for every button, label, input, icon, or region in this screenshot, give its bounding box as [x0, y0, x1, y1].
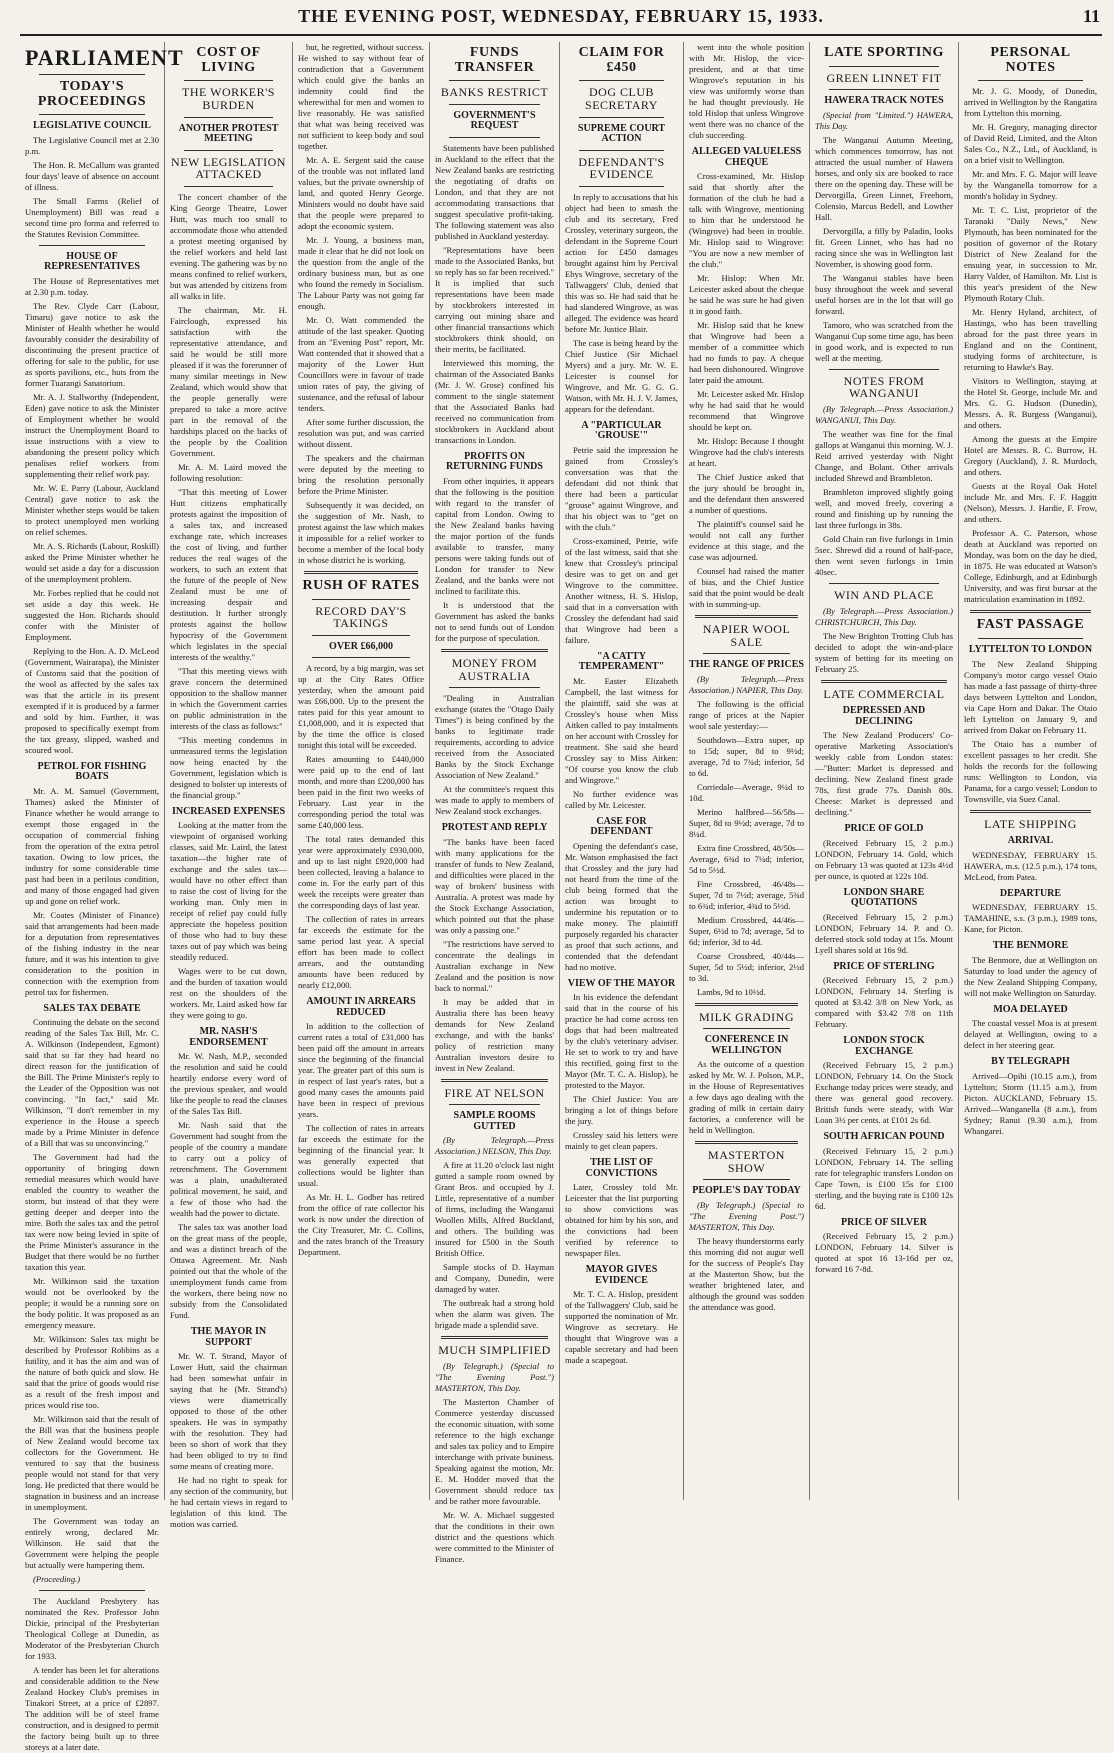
- section-price-of-sterling: PRICE OF STERLING: [833, 960, 935, 972]
- headline-notes-from-wanganui: NOTES FROM WANGANUI: [843, 373, 925, 401]
- subhead-todays-proceedings: TODAY'S PROCEEDINGS: [37, 79, 147, 109]
- headline-fire-at-nelson: FIRE AT NELSON: [444, 1085, 545, 1100]
- paragraph: The speakers and the chairman were deputed by the meeting to bring the resolution personally before the Prime Minister.: [298, 453, 424, 496]
- paragraph: The Otaio has a number of excellent passages to her credit. She holds the records for the following runs: Wellington to London, via Panama, for a cargo vessel; London to Townsville, via Suez Canal.: [964, 738, 1097, 804]
- subhead-hawera-track-notes: HAWERA TRACK NOTES: [824, 95, 944, 107]
- paragraph: The concert chamber of the King George Theatre, Lower Hutt, was much too small to accommodate those who attended a protest meeting organised by the relief workers and held last evening. The gathering was by no means confined to relief workers, but was attended by citizens from all walks in life.: [170, 191, 287, 301]
- paragraph: Sample stocks of D. Hayman and Company, Dunedin, were damaged by water.: [435, 1262, 554, 1295]
- paragraph: The collection of rates in arrears far exceeds the estimate for the beginning of the financial year. It was generally expected that collections would be lighter than usual.: [298, 1123, 424, 1189]
- section-arrival: ARRIVAL: [1007, 835, 1054, 847]
- paragraph: In his evidence the defendant said that in the course of his practice he had come across ten dogs that had been maltreated by the club's veterinary adviser. He set to work to try and have this rectified, going first to the Mayor (Mr. T. C. A. Hislop), he protested to the Mayor.: [565, 992, 678, 1091]
- dateline: (Special from "Limited.") HAWERA, This Day.: [815, 109, 953, 131]
- section-valueless-cheque: ALLEGED VALUELESS CHEQUE: [691, 146, 802, 168]
- column-napier-wool-sale: [684, 42, 810, 1500]
- paragraph: Mr. Coates (Minister of Finance) said that arrangements had been made for a deputation from representatives of the fishing industry in the near future, and it was his intention to give consideration to the position in connection with the exemption from petrol tax for fishermen.: [25, 909, 159, 997]
- section-view-of-the-mayor: VIEW OF THE MAYOR: [567, 977, 676, 989]
- paragraph: Mr. Forbes replied that he could not set aside a day this week. He suggested the Hon. Richards should confer with the Minister of Employment.: [25, 587, 159, 642]
- paragraph: Among the guests at the Empire Hotel are Messrs. R. C. Burrow, H. Gregory (Auckland), J. R. Murdoch, and others.: [964, 434, 1097, 478]
- paragraph: The heavy thunderstorms early this morning did not augur well for the success of People's Day at the Masterton Show, but the weather brightened later, and although the ground was sodden the attendance was good.: [689, 1235, 804, 1312]
- subhead-new-legislation: NEW LEGISLATION ATTACKED: [171, 154, 286, 182]
- paragraph: It is understood that the Government has asked the banks not to send funds out of London for the purpose of speculation.: [435, 599, 554, 643]
- paragraph: Later, Crossley told Mr. Leicester that the list purporting to show convictions was obtained for him by his son, and the convictions had been verified by reference to newspaper files.: [565, 1182, 678, 1259]
- paragraph: went into the whole position with Mr. Hislop, the vice-president, and at that time Wingrove's reputation in his view was uniformly worse than he had thought previously. He told Hislop that unless Wingrove went there was no chance of the club succeeding.: [689, 42, 804, 140]
- paragraph: After some further discussion, the resolution was put, and was carried without dissent.: [298, 417, 424, 449]
- paragraph: The Chief Justice asked that the jury should be brought in, and the defendant then answered a number of questions.: [689, 472, 804, 515]
- paragraph: A tender has been let for alterations and considerable addition to the New Zealand Hockey Club's premises in Tinakori Street, at a price of £2897. The addition will be of steel frame construction, and is designed to permit the factory being built up to three storeys at a later date.: [25, 1665, 159, 1753]
- paragraph: Counsel had raised the matter of bias, and the Chief Justice said that the point would be dealt with in summing-up.: [689, 566, 804, 609]
- headline-money-from-australia: MONEY FROM AUSTRALIA: [451, 655, 538, 683]
- section-mayor-gives-evidence: MAYOR GIVES EVIDENCE: [585, 1264, 658, 1286]
- paragraph: The New Zealand Shipping Company's motor cargo vessel Otaio has made a fast passage of thirty-three days between Lyttelton and London, via Cape Horn and Dakar. The Otaio left Lyttelton on January 9, and arrived from Dakar on February 11.: [964, 658, 1097, 735]
- paragraph: Subsequently it was decided, on the suggestion of Mr. Nash, to protest against the law which makes it impossible for a relief worker to become a member of the local body in whose district he is working.: [298, 500, 424, 565]
- paragraph: Opening the defendant's case, Mr. Watson emphasised the fact that Crossley and the jury had not heard from the time of the club being formed that the action was brought to undermine his reputation or to make money. The plaintiff purposely regarded his character as proof that such actions, and contended that the defendant had no motive.: [565, 840, 678, 972]
- section-protest-and-reply: PROTEST AND REPLY: [441, 822, 548, 834]
- paragraph: He had no right to speak for any section of the community, but he had certain views in regard to legislation of this kind. The motion was carried.: [170, 1475, 287, 1530]
- dateline: (By Telegraph.) (Special to "The Evening Post.") MASTERTON, This Day.: [435, 1360, 554, 1393]
- paragraph: A record, by a big margin, was set up at the City Rates Office yesterday, when the amount paid was £66,000. Up to the present the rates paid for this year amount to £1,008,000, and it is expected that by the time the office is closed tonight this total will be exceeded.: [298, 663, 424, 751]
- paragraph: Arrived—Opihi (10.15 a.m.), from Lyttelton; Storm (11.15 a.m.), from Picton. AUCKLAND, February 15. Arrived—Wanganella (8 a.m.), from Sydney; Ranui (9.30 a.m.), from Whangarei.: [964, 1070, 1097, 1136]
- section-list-of-convictions: THE LIST OF CONVICTIONS: [585, 1157, 658, 1179]
- section-by-telegraph: BY TELEGRAPH: [991, 1056, 1070, 1068]
- wool-price-line: Lambs, 9d to 10½d.: [697, 986, 766, 997]
- paragraph: At the committee's request this was made to apply to members of New Zealand stock exchanges.: [435, 784, 554, 817]
- paragraph: Mr. W. Nash, M.P., seconded the resolution and said he could heartily endorse every word of the previous speaker, and would like the people to read the clauses of the Sales Tax Bill.: [170, 1051, 287, 1117]
- headline-funds-transfer: FUNDS TRANSFER: [454, 45, 535, 75]
- paragraph: In addition to the collection of current rates a total of £31,000 has been paid off the amount in arrears since the beginning of the financial year. The greater part of this sum is in respect of last year's rates, but a good many cases the amounts paid have been in respect of previous years.: [298, 1021, 424, 1120]
- paragraph: Mr. A. J. Stallworthy (Independent, Eden) gave notice to ask the Minister of Employment whether he would instruct the Unemployment Board to issue instructions with a view to abandoning the present policy which penalises relief workers from supplementing their relief work pay.: [25, 391, 159, 479]
- paragraph: Visitors to Wellington, staying at the Hotel St. George, include Mr. and Mrs. G. G. Hudson (Dunedin), Messrs. A. R. Burgess (Wanganui), and others.: [964, 376, 1097, 431]
- paragraph: Replying to the Hon. A. D. McLeod (Government, Wairarapa), the Minister of Customs said that the position of the wool as affected by the sales tax was that the article in its present exempted if it is produced by a farmer and sold by him. Further, it was proposed to specifically exempt from the tax greasy, slipped, washed and scoured wool.: [25, 645, 159, 755]
- paragraph: "Dealing in Australian exchange (states the "Otago Daily Times") is being confined by the banks to legitimate trade requirements, according to advice received from the Associated Banks by the Stock Exchange Association of New Zealand.": [435, 693, 554, 781]
- paragraph: The Government had had the opportunity of bringing down remedial measures which would have enabled the country to weather the storm, but instead of that they were getting deeper and deeper into the mire. Both the sales tax and the petrol tax were now being levied in spite of the Prime Minister's assurance in the Budget that there would be no further taxation this year.: [25, 1152, 159, 1273]
- dateline: (By Telegraph.) (Special to "The Evening Post.") MASTERTON, This Day.: [689, 1199, 804, 1232]
- paragraph: Dervorgilla, a filly by Paladin, looks fit. Green Linnet, who has had no racing since she was in Wellington last November, is showing good form.: [815, 225, 953, 269]
- paragraph: The House of Representatives met at 2.30 p.m. today.: [25, 275, 159, 297]
- headline-fast-passage: FAST PASSAGE: [976, 617, 1085, 633]
- paragraph: Professor A. C. Paterson, whose death at Auckland was reported on Monday, was born on the day he died, in 1875. He was educated at Watson's College, Edinburgh, and at Edinburgh University, and was first bursar at the matriculation examination in 1892.: [964, 528, 1097, 605]
- subhead-record-takings: RECORD DAY'S TAKINGS: [315, 603, 407, 631]
- headline-rush-of-rates: RUSH OF RATES: [302, 578, 420, 593]
- headline-masterton-show: MASTERTON SHOW: [708, 1148, 785, 1175]
- headline-win-and-place: WIN AND PLACE: [834, 587, 934, 602]
- subhead-governments-request: GOVERNMENT'S REQUEST: [453, 109, 536, 132]
- paragraph: The Small Farms (Relief of Unemployment) Bill was read a second time pro forma and referred to the Statutes Revision Committee.: [25, 195, 159, 239]
- paragraph: Mr. W. T. Strand, Mayor of Lower Hutt, said the chairman had been somewhat unfair in saying that he (Mr. Strand's) views were diametrically opposed to those of the other speakers. He was in sympathy with the resolution. They had been so short of work that they had been obliged to try to find some means of creating more.: [170, 1351, 287, 1472]
- paragraph: Mr. A. E. Sergent said the cause of the trouble was not inflated land values, but the private ownership of land, and quoted Henry George. Ministers would no doubt have said that the people were prepared to adopt the economic system.: [298, 155, 424, 231]
- headline-napier-wool-sale: NAPIER WOOL SALE: [702, 622, 791, 649]
- paragraph: Bramhleton improved slightly going well, and moved freely, covering a round and finishing up by running the last three furlongs in 38s.: [815, 486, 953, 530]
- paragraph: Mr. and Mrs. F. G. Major will leave by the Wanganella tomorrow for a month's holiday in Sydney.: [964, 169, 1097, 202]
- paragraph: The case is being heard by the Chief Justice (Sir Michael Myers) and a jury. Mr. W. E. Leicester is counsel for Wingrove, and Mr. G. G. G. Watson, with Mr. H. J. V. James, appears for the defendant.: [565, 337, 678, 414]
- section-profits-returning-funds: PROFITS ON RETURNING FUNDS: [446, 450, 543, 473]
- subhead-range-of-prices: THE RANGE OF PRICES: [689, 659, 804, 671]
- subhead-workers-burden: THE WORKER'S BURDEN: [182, 85, 275, 112]
- paragraph: "That this meeting views with grave concern the determined opposition to the shallow manner in which the Government carries on public administration in the interests of the class as follows:": [170, 665, 287, 731]
- paragraph: The following is the official range of prices at the Napier wool sale yesterday:—: [689, 698, 804, 731]
- section-increased-expenses: INCREASED EXPENSES: [171, 805, 286, 817]
- paragraph: Statements have been published in Auckland to the effect that the New Zealand banks are restricting the negotiating of drafts on London, and that they are not accommodating transactions that suggest speculative profit-taking. The following statement was also published in Auckland yesterday.: [435, 142, 554, 241]
- page-number: 11: [1082, 6, 1100, 26]
- paragraph: It may be added that in Australia there has been heavy demands for New Zealand exchange, and with the banks' policy of restriction many Australian investors desire to invest in New Zealand.: [435, 996, 554, 1073]
- paragraph: As Mr. H. L. Godber has retired from the office of rate collector his work is now under the direction of the City Treasurer, Mr. C. Collins, and the rates branch of the Treasury Department.: [298, 1192, 424, 1258]
- headline-late-commercial: LATE COMMERCIAL: [823, 686, 945, 701]
- paragraph: (Received February 15, 2 p.m.) LONDON, February 14. P. and O. deferred stock sold today at 15s. Mount Lyell shares sold at 16s 9d.: [815, 911, 953, 955]
- subhead-peoples-day: PEOPLE'S DAY TODAY: [692, 1185, 801, 1197]
- headline-claim-for-450: CLAIM FOR £450: [578, 45, 665, 75]
- paragraph: Rates amounting to £440,000 were paid up to the end of last month, and more than £200,000 has been paid in the first two weeks of February. Last year in the corresponding period the total was some £40,000 less.: [298, 754, 424, 831]
- paragraph: The collection of rates in arrears far exceeds the estimate for the same period last year. A special effort has been made to collect arrears, and the outstanding amounts have been reduced by nearly £12,000.: [298, 914, 424, 991]
- paragraph: Mr. J. Young, a business man, made it clear that he did not look on the question from the angle of the ordinary business man, but as one who found the remedy in Socialism. The Labour Party was not going far enough.: [298, 235, 424, 311]
- paragraph: The Wanganui Autumn Meeting, which commences tomorrow, has not attracted the usual number of Hawera horses, and only six are booked to race there on the opening day. These will be Dervorgilla, Green Linnet, Freehorn, Colensio, Marcus Bedell, and Lowther Hall.: [815, 134, 953, 222]
- section-moa-delayed: MOA DELAYED: [993, 1003, 1068, 1015]
- paragraph: Mr. T. C. A. Hislop, president of the Tallwaggers' Club, said he supported the nomination of Mr. Wingrove as secretary. He thought that Wingrove was a capable secretary and had been made a scapegoat.: [565, 1289, 678, 1366]
- paragraph: Mr. Wilkinson said the taxation would not be overlooked by the people; it would be a running sore on the body politic. It was proposed as an emergency measure.: [25, 1276, 159, 1331]
- paragraph: The Legislative Council met at 2.30 p.m.: [25, 134, 159, 156]
- paragraph: As the outcome of a question asked by Mr. W. J. Polson, M.P., in the House of Representatives a few days ago dealing with the grading of milk in certain dairy factories, a conference will be held in Wellington.: [689, 1059, 804, 1136]
- section-house-of-representatives: HOUSE OF REPRESENTATIVES: [44, 250, 140, 273]
- section-departure: DEPARTURE: [999, 887, 1062, 899]
- dateline: (By Telegraph.—Press Association.) NELSON, This Day.: [435, 1135, 554, 1157]
- paragraph: No further evidence was called by Mr. Leicester.: [565, 788, 678, 810]
- paragraph: Looking at the matter from the viewpoint of organised working classes, said Mr. Laird, the latest taxation—the higher rate of exchange and the sales tax—would have no other effect than to raise the cost of living for the working man. Only men in receipt of relief pay could fully appreciate the hopeless position of those who had to buy these taxes out of pay which was being steadily reduced.: [170, 820, 287, 963]
- paragraph: The sales tax was another load on the great mass of the people, and was a distinct breach of the Ottawa Agreement. Mr. Nash pointed out that the whole of the unemployment funds came from the workers, there being now no subsidy from the Consolidated Fund.: [170, 1222, 287, 1321]
- paragraph: "The restrictions have served to concentrate the dealings in Australian exchange in New Zealand and the position is now back to normal.": [435, 938, 554, 993]
- paragraph: A fire at 11.20 o'clock last night gutted a sample room owned by Grant Bros. and occupied by J. Little, representative of a number of firms, including the Wanganui Woollen Mills, Alfred Buckland, and others. The building was insured for £500 in the South British Office.: [435, 1160, 554, 1259]
- dateline: (By Telegraph.—Press Association.) WANGANUI, This Day.: [815, 403, 953, 425]
- subhead-over-66000: OVER £66,000: [329, 640, 393, 652]
- paragraph: The total rates demanded this year were approximately £930,000, and up to last night £920,000 had been collected, leaving a balance to come in. For the early part of this week the receipts were greater than the corresponding days of last year.: [298, 834, 424, 911]
- section-price-of-gold: PRICE OF GOLD: [844, 823, 924, 835]
- column-claim-for-450: [560, 42, 684, 1500]
- paragraph: Guests at the Royal Oak Hotel include Mr. and Mrs. F. F. Haggitt (Nelson), Messrs. J. Hardie, F. Frow, and others.: [964, 481, 1097, 525]
- paragraph: Mr. Wilkinson: Sales tax might be described by Professor Robbins as a futility, and it has the aim and was of the nature of both quick and slow. He said that the price of goods would rise as a result of the fresh impost and prices would rise too.: [25, 1334, 159, 1411]
- paragraph: The New Brighton Trotting Club has decided to adopt the win-and-place system of betting for its meeting on February 25.: [815, 630, 953, 674]
- section-london-stock-exchange: LONDON STOCK EXCHANGE: [843, 1035, 925, 1057]
- section-petrol-for-fishing-boats: PETROL FOR FISHING BOATS: [37, 760, 147, 783]
- subhead-dog-club-secretary: DOG CLUB SECRETARY: [585, 85, 658, 112]
- paragraph: The coastal vessel Moa is at present delayed at Wellington, owing to a defect in her steering gear.: [964, 1018, 1097, 1051]
- paragraph: Mr. Nash said that the Government had sought from the people of the country a mandate to carry out a policy of retrenchment. The Government was a plain, unadulterated political movement, he said, and a few of those who had the wealth had the power to dictate.: [170, 1120, 287, 1219]
- wool-price-line: Merino halfbred—56/58s—Super, 8d to 9½d; average, 7d to 8¼d.: [689, 806, 804, 839]
- paragraph: Cross-examined, Mr. Hislop said that shortly after the formation of the club he had a talk with Wingrove, mentioning to him that he understood he (Wingrove) had been in trouble. Mr. Hislop said to Wingrove: "You are now a new member of the club.": [689, 171, 804, 269]
- masthead-title: THE EVENING POST, WEDNESDAY, FEBRUARY 15, 1933.: [298, 6, 824, 26]
- paragraph: The outbreak had a strong hold when the alarm was given. The brigade made a splendid save.: [435, 1298, 554, 1331]
- paragraph: Interviewed this morning, the chairman of the Associated Banks (Mr. J. W. Grose) confined his comment to the single statement that the Associated Banks had received no communication from stockbrokers in Auckland about transactions in London.: [435, 357, 554, 445]
- paragraph: Mr. W. A. Michael suggested that the conditions in their own district and the questions which were committed to the Minister of Finance.: [435, 1509, 554, 1564]
- paragraph: The Chief Justice: You are bringing a lot of things before the jury.: [565, 1094, 678, 1127]
- paragraph: The Benmore, due at Wellington on Saturday to load under the agency of the New Zealand Shipping Company, will not make Wellington on Saturday.: [964, 954, 1097, 998]
- headline-much-simplified: MUCH SIMPLIFIED: [438, 1343, 551, 1358]
- wool-price-line: Corriedale—Average, 9¼d to 10d.: [689, 781, 804, 803]
- section-south-african-pound: SOUTH AFRICAN POUND: [823, 1131, 945, 1143]
- paragraph: Mr. Wilkinson said that the result of the Bill was that the business people of New Zealand would become tax collectors for the Government. He ventured to say that the business people would not stand for that very long. He predicted that there would be stagnation in business and an increase in unemployment.: [25, 1414, 159, 1513]
- subhead-banks-restrict: BANKS RESTRICT: [440, 85, 549, 100]
- section-price-of-silver: PRICE OF SILVER: [841, 1216, 927, 1228]
- dateline: (By Telegraph.—Press Association.) NAPIER, This Day.: [689, 673, 804, 695]
- subhead-defendants-evidence: DEFENDANT'S EVIDENCE: [578, 154, 665, 182]
- paragraph: Gold Chain ran five furlongs in 1min 5sec. Shrewd did a round of half-pace, then went seven furlongs in 1min 40sec.: [815, 533, 953, 577]
- paragraph: The chairman, Mr. H. Fairclough, expressed his satisfaction with the representative attendance, and said he would be still more pleased if it was the forerunner of many similar meetings in New Zealand, which would show that the people generally were prepared to take a more active part in the removal of the hardships placed on the backs of the people by the Coalition Government.: [170, 304, 287, 458]
- paragraph: Mr. Henry Hyland, architect, of Hastings, who has been travelling abroad for the past three years in England and on the Continent, studying forms of architecture, is returning to Hawke's Bay.: [964, 307, 1097, 373]
- paragraph: Mr. A. M. Laird moved the following resolution:: [170, 461, 287, 483]
- paragraph: Mr. W. E. Parry (Labour, Auckland Central) gave notice to ask the Minister whether steps would be taken to protect unemployed men working on relief schemes.: [25, 482, 159, 537]
- headline-late-sporting: LATE SPORTING: [824, 45, 944, 60]
- paragraph: Mr. Hislop: When Mr. Leicester asked about the cheque he said he was sure he had given it in good faith.: [689, 273, 804, 316]
- headline-cost-of-living: COST OF LIVING: [196, 45, 261, 75]
- paragraph: "Representations have been made to the Associated Banks, but so reply has so far been received." It is implied that such representations have been made by stockbrokers interested in carrying out mining share and other financial transactions which stockbrokers think should, on their merits, be facilitated.: [435, 244, 554, 354]
- paragraph: Wages were to be cut down, and the burden of taxation would rest on the shoulders of the workers. Mr. Laird asked how far they were going to go.: [170, 966, 287, 1021]
- paragraph: (Received February 15, 2 p.m.) LONDON, February 14. Sterling is quoted at $3.42 3/8 on New York, as compared with $3.42 7/8 on 11th February.: [815, 975, 953, 1030]
- paragraph: The plaintiff's counsel said he would not call any further evidence at this stage, and the case was adjourned.: [689, 519, 804, 562]
- paragraph: "This meeting condemns in unmeasured terms the legislation now being enacted by the Government, legislation which is designed to bolster up interests of the financial group.": [170, 734, 287, 800]
- section-case-for-defendant: CASE FOR DEFENDANT: [590, 815, 653, 838]
- headline-parliament: PARLIAMENT: [25, 45, 184, 70]
- column-cost-of-living: [165, 42, 293, 1530]
- paragraph: (Received February 15, 2 p.m.) LONDON, February 14. On the Stock Exchange today prices were steady, and there was general good recovery. British funds were steady, with War Loan 3½ per cents. at £101 2s 6d.: [815, 1060, 953, 1126]
- subhead-depressed-declining: DEPRESSED AND DECLINING: [842, 705, 926, 727]
- column-rush-of-rates: [293, 42, 430, 1500]
- section-mayor-in-support: THE MAYOR IN SUPPORT: [190, 1326, 267, 1348]
- wool-price-line: Medium Crossbred, 44/46s—Super, 6½d to 7d; average, 5d to 6d; inferior, 3d to 4d.: [689, 914, 804, 947]
- paragraph: Mr. H. Gregory, managing director of David Reid, Limited, and the Alton Sales Co., N.Z., Ltd., of Auckland, is on a brief visit to Wellington.: [964, 122, 1097, 166]
- paragraph: Petrie said the impression he gained from Crossley's conversation was that the defendant did not think that there had been a particular "grouse" against Wingrove, and that his object was to "get on with the club.": [565, 444, 678, 532]
- paragraph: Mr. Hislop said that he knew that Wingrove had been a member of a committee which had no funds to pay. A cheque had been dishonoured. Wingrove later paid the amount.: [689, 320, 804, 385]
- section-the-benmore: THE BENMORE: [992, 940, 1069, 952]
- headline-milk-grading: MILK GRADING: [699, 1009, 794, 1024]
- column-parliament: [20, 42, 184, 1753]
- paragraph: (Received February 15, 2 p.m.) LONDON, February 14. Silver is quoted at spot 16 13-16d per oz, forward 16 7-8d.: [815, 1231, 953, 1275]
- section-legislative-council: LEGISLATIVE COUNCIL: [33, 120, 151, 132]
- headline-late-shipping: LATE SHIPPING: [984, 816, 1077, 831]
- section-catty-temperament: "A CATTY TEMPERAMENT": [578, 650, 665, 673]
- section-arrears-reduced: AMOUNT IN ARREARS REDUCED: [306, 996, 416, 1018]
- paragraph: The Hon. R. McCallum was granted four days' leave of absence on account of illness.: [25, 159, 159, 192]
- paragraph: The New Zealand Producers' Co-operative Marketing Association's weekly cable from London states:—"Butter: Market is depressed and declining. New Zealand finest grade 78s, first grade 77s. Danish 80s. Cheese: Market is depressed and declining.": [815, 730, 953, 818]
- subhead-sample-rooms-gutted: SAMPLE ROOMS GUTTED: [453, 1110, 536, 1132]
- section-sales-tax-debate: SALES TAX DEBATE: [43, 1002, 141, 1014]
- masthead: [20, 0, 1102, 36]
- paragraph: "That this meeting of Lower Hutt citizens emphatically protests against the imposition of a sales tax, and increased exchange rate, which increases the cost of living, and further reduces the real wages of the workers, to such an extent that the future of the people of New Zealand must be one of increasing despair and destitution. It further strongly protests against the hollow hypocrisy of the Government which legislates in the special interests of the wealthy.": [170, 486, 287, 662]
- paragraph: WEDNESDAY, FEBRUARY 15. TAMAHINE, s.s. (3 p.m.), 1989 tons, Kane, for Picton.: [964, 902, 1097, 935]
- paragraph: Cross-examined, Petrie, wife of the last witness, said that she knew that Crossley's principal desire was to get on and get Wingrove to the committee. Another witness, H. S. Hislop, said that in a conversation with Crossley the defendant had said that Wingrove had been a failure.: [565, 535, 678, 645]
- paragraph: (Received February 15, 2 p.m.) LONDON, February 14. Gold, which on February 13 was quoted at 123s 4½d per ounce, is quoted at 122s 10d.: [815, 837, 953, 881]
- paragraph: Mr. Hislop: Because I thought Wingrove had the club's interests at heart.: [689, 436, 804, 468]
- paragraph: The Rev. Clyde Carr (Labour, Timaru) gave notice to ask the Minister of Health whether he would favourably consider the desirability of discontinuing the present practice of offering for sale to the public, for use as sports pavilions, etc., huts from the former Tuarangi Sanatorium.: [25, 300, 159, 388]
- paragraph: In reply to accusations that his object had been to smash the club and its secretary, Fred Crossley, veterinary surgeon, the defendant in the Supreme Court action for £450 damages brought against him by Percival Ebys Wingrove, secretary of the Tallwaggers' Club, denied that this was so. He had said that he had slandered Wingrove, as was alleged. The evidence was heard before Mr. Justice Blair.: [565, 191, 678, 334]
- section-particular-grouse: A "PARTICULAR 'GROUSE'": [581, 419, 662, 442]
- paragraph: WEDNESDAY, FEBRUARY 15. HAWERA, m.s. (12.5 p.m.), 174 tons, McLeod, from Patea.: [964, 849, 1097, 882]
- wool-price-line: Extra fine Crossbred, 48/50s—Average, 6¾d to 7¼d; inferior, 5d to 5½d.: [689, 842, 804, 875]
- paragraph: Mr. J. G. Moody, of Dunedin, arrived in Wellington by the Rangatira from Lyttelton this morning.: [964, 86, 1097, 119]
- section-london-share-quotations: LONDON SHARE QUOTATIONS: [843, 886, 925, 909]
- dateline: (By Telegraph.—Press Association.) CHRISTCHURCH, This Day.: [815, 605, 953, 627]
- paragraph: Continuing the debate on the second reading of the Sales Tax Bill, Mr. C. A. Wilkinson (Independent, Egmont) said that so far they had heard no direct reason for the justification of the Bill. The Prime Minister's reply to the Leader of the Opposition was not convincing. "In fact," said Mr. Wilkinson, "I don't remember in my experience in the House a speech made by a Prime Minister in defence of a Bill that was so unconvincing.": [25, 1017, 159, 1149]
- paragraph: Crossley said his letters were mainly to get clean papers.: [565, 1130, 678, 1152]
- paragraph: Mr. Easter Elizabeth Campbell, the last witness for the plaintiff, said she was at Crossley's house when Miss Aitken called to pay instalments on her account with Crossley for treatment. She said she heard Crossley say to Miss Aitken: "Of course you know the club and Wingrove.": [565, 675, 678, 785]
- wool-price-line: Southdown—Extra super, up to 15d; super, 8d to 9½d; average, 7d to 7¾d; inferior, 5d to 6d.: [689, 734, 804, 778]
- paragraph: Mr. T. C. List, proprietor of the Taranaki "Daily News," New Plymouth, has been nominated for the position of governor of the Rotary District of New Zealand for the ensuing year, in succession to Mr. Harry Valder, of Hamilton. Mr. List is this year's president of the New Plymouth Rotary Club.: [964, 205, 1097, 304]
- column-funds-transfer: [430, 42, 560, 1564]
- paragraph: The Wanganui stables have been busy throughout the week and several useful horses are in the lot that will go forward.: [815, 272, 953, 316]
- subhead-green-linnet-fit: GREEN LINNET FIT: [826, 70, 942, 85]
- paragraph: "The banks have been faced with many applications for the transfer of funds to New Zealand, and difficulties were placed in the way of brokers' business with Australia. A protest was made by the Stock Exchange Association, which pointed out that the phase was only a passing one.": [435, 836, 554, 935]
- paragraph: but, he regretted, without success. He wished to say without fear of contradiction that a Government which could give the banks an indemnity could find the wherewithal for men and women to live reasonably. He was satisfied that what was being received was not sufficient to keep body and soul together.: [298, 42, 424, 151]
- headline-personal-notes: PERSONAL NOTES: [990, 45, 1071, 75]
- wool-price-line: Coarse Crossbred, 40/44s—Super, 5d to 5½d; inferior, 2½d to 3d.: [689, 950, 804, 983]
- paragraph: The Auckland Presbytery has nominated the Rev. Professor John Dickie, principal of the Presbyterian Theological College at Dunedin, as Moderator of the Presbyterian Church for 1933.: [25, 1596, 159, 1662]
- paragraph: (Received February 15, 2 p.m.) LONDON, February 14. The selling rate for telegraphic transfers London on Cape Town, is £100 15s for £100 sterling, and the buying rate is £100 12s 6d.: [815, 1145, 953, 1211]
- section-nash-endorsement: MR. NASH'S ENDORSEMENT: [189, 1026, 268, 1048]
- proceeding-note: (Proceeding.): [33, 1574, 81, 1585]
- subhead-lyttelton-to-london: LYTTELTON TO LONDON: [968, 644, 1093, 656]
- paragraph: Mr. A. S. Richards (Labour, Roskill) asked the Prime Minister whether he would set aside a day for a discussion of the unemployment problem.: [25, 540, 159, 584]
- subhead-supreme-court-action: SUPREME COURT ACTION: [577, 122, 666, 145]
- column-late-sporting: [810, 42, 959, 1500]
- paragraph: Mr. O. Watt commended the attitude of the last speaker. Quoting from an "Evening Post" report, Mr. Watt contended that it showed that a majority of the Lower Hutt Councillors were in favour of trade union rates of pay, the giving of sustenance, and the refusal of labour tenders.: [298, 315, 424, 413]
- paragraph: Tamoro, who was scratched from the Wanganui Cup some time ago, has been in good work, and is expected to run well at the meeting.: [815, 319, 953, 363]
- wool-price-line: Fine Crossbred, 46/48s—Super, 7d to 7½d; average, 5¾d to 6¾d; inferior, 4¾d to 5½d.: [689, 878, 804, 911]
- paragraph: The Masterton Chamber of Commerce yesterday discussed the economic situation, with some reference to the high exchange and sales tax policy and to Empire interchange with private business. Speaking against the motion, Mr. E. M. Hodder moved that the Government should reduce tax and be rather more favourable.: [435, 1396, 554, 1506]
- paragraph: The Government was today an entirely wrong, declared Mr. Wilkinson. He said that the Government were helping the people but actually were hampering them.: [25, 1516, 159, 1571]
- paragraph: Mr. A. M. Samuel (Government, Thames) asked the Minister of Finance whether he would arrange to exempt those engaged in the occupation of commercial fishing from the operation of the extra petrol taxation. Owing to low prices, the industry for some considerable time past had been in a perilous condition, and many of those engaged had given up and gone on relief work.: [25, 785, 159, 906]
- subhead-conference-wellington: CONFERENCE IN WELLINGTON: [704, 1034, 789, 1056]
- paragraph: Mr. Leicester asked Mr. Hislop why he had said that he would recommend that Wingrove should be kept on.: [689, 389, 804, 432]
- paragraph: The weather was fine for the final gallops at Wanganui this morning. W. J. Reid arrived yesterday with Night Change, and Bolant. Other arrivals included Shrewd and Brambleton.: [815, 428, 953, 483]
- subhead-protest-meeting: ANOTHER PROTEST MEETING: [178, 122, 279, 145]
- paragraph: From other inquiries, it appears that the following is the position with regard to the transfer of capital from London. Owing to the New Zealand banks having the major portion of the funds available to transfer, many persons were taking funds out of London for transfer to New Zealand, and the banks were not inclined to facilitate this.: [435, 475, 554, 596]
- column-personal-notes: [959, 42, 1102, 1500]
